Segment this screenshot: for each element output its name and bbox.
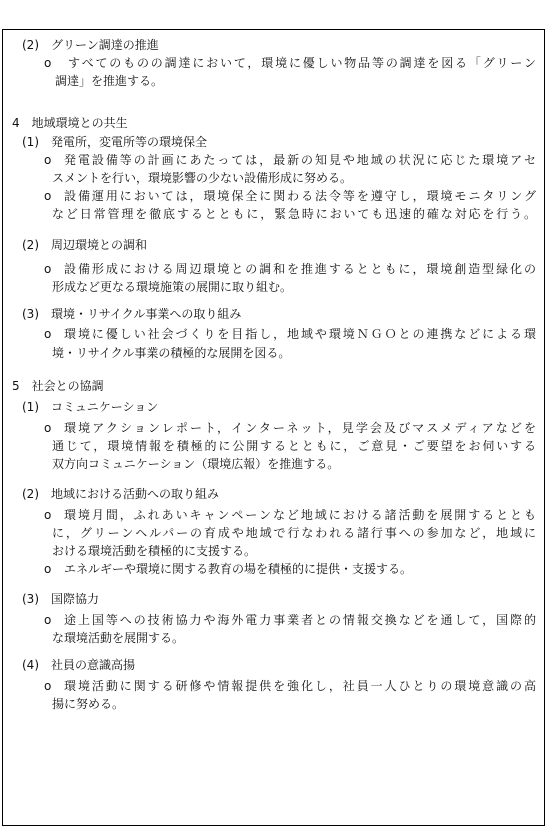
subsection-heading: (1) コミュニケーション xyxy=(22,400,159,414)
bullet-marker: o xyxy=(44,679,52,693)
bullet-marker: o xyxy=(44,421,52,435)
bullet-marker: o xyxy=(44,189,52,203)
bullet-line: おける環境活動を積極的に支援する。 xyxy=(52,544,257,558)
bullet-line: など日常管理を徹底するとともに，緊急時においても迅速的確な対応を行う。 xyxy=(52,207,536,221)
bullet-line: 形成など更なる環境施策の展開に取り組む。 xyxy=(52,280,293,294)
bullet-line: すべてのものの調達において，環境に優しい物品等の調達を図る「グリーン xyxy=(68,56,536,70)
section-heading: 5 社会との協調 xyxy=(12,379,104,393)
bullet-line: 環境活動に関する研修や情報提供を強化し，社員一人ひとりの環境意識の高 xyxy=(64,679,536,693)
bullet-marker: o xyxy=(44,153,52,167)
subsection-heading: (2) グリーン調達の推進 xyxy=(22,38,159,52)
bullet-line: 設備運用においては，環境保全に関わる法令等を遵守し，環境モニタリング xyxy=(64,189,536,203)
bullet-marker: o xyxy=(44,613,52,627)
subsection-heading: (2) 地域における活動への取り組み xyxy=(22,487,219,501)
bullet-line: な環境活動を展開する。 xyxy=(52,631,185,645)
bullet-line: スメントを行い，環境影響の少ない設備形成に努める。 xyxy=(52,171,353,185)
subsection-heading: (1) 発電所，変電所等の環境保全 xyxy=(22,135,207,149)
bullet-line: 環境アクションレポート，インターネット，見学会及びマスメディアなどを xyxy=(64,421,536,435)
bullet-marker: o xyxy=(44,262,52,276)
bullet-line: 発電設備等の計画にあたっては，最新の知見や地域の状況に応じた環境アセ xyxy=(64,153,536,167)
bullet-line: エネルギーや環境に関する教育の場を積極的に提供・支援する。 xyxy=(64,562,413,576)
bullet-line: 揚に努める。 xyxy=(52,697,125,711)
bullet-marker: o xyxy=(44,562,52,576)
bullet-line: に，グリーンヘルパーの育成や地域で行なわれる諸行事への参加など，地域に xyxy=(52,526,536,540)
subsection-heading: (3) 国際協力 xyxy=(22,592,99,606)
bullet-line: 設備形成における周辺環境との調和を推進するとともに，環境創造型緑化の xyxy=(64,262,536,276)
bullet-line: 通じて，環境情報を積極的に公開するとともに，ご意見・ご要望をお伺いする xyxy=(52,439,536,453)
bullet-line: 途上国等への技術協力や海外電力事業者との情報交換などを通して，国際的 xyxy=(64,613,536,627)
bullet-line: 調達」を推進する。 xyxy=(55,74,164,88)
bullet-marker: o xyxy=(44,508,52,522)
bullet-line: 境・リサイクル事業の積極的な展開を図る。 xyxy=(52,346,291,360)
subsection-heading: (3) 環境・リサイクル事業への取り組み xyxy=(22,307,242,321)
bullet-line: 双方向コミュニケーション（環境広報）を推進する。 xyxy=(52,457,340,471)
section-heading: 4 地域環境との共生 xyxy=(12,116,128,130)
bullet-line: 環境に優しい社会づくりを目指し，地域や環境ＮＧＯとの連携などによる環 xyxy=(64,327,536,341)
bullet-line: 環境月間，ふれあいキャンペーンなど地域における諸活動を展開するととも xyxy=(64,508,536,522)
subsection-heading: (4) 社員の意識高揚 xyxy=(22,658,135,672)
bullet-marker: o xyxy=(44,327,52,341)
bullet-marker: o xyxy=(44,56,52,70)
subsection-heading: (2) 周辺環境との調和 xyxy=(22,238,147,252)
